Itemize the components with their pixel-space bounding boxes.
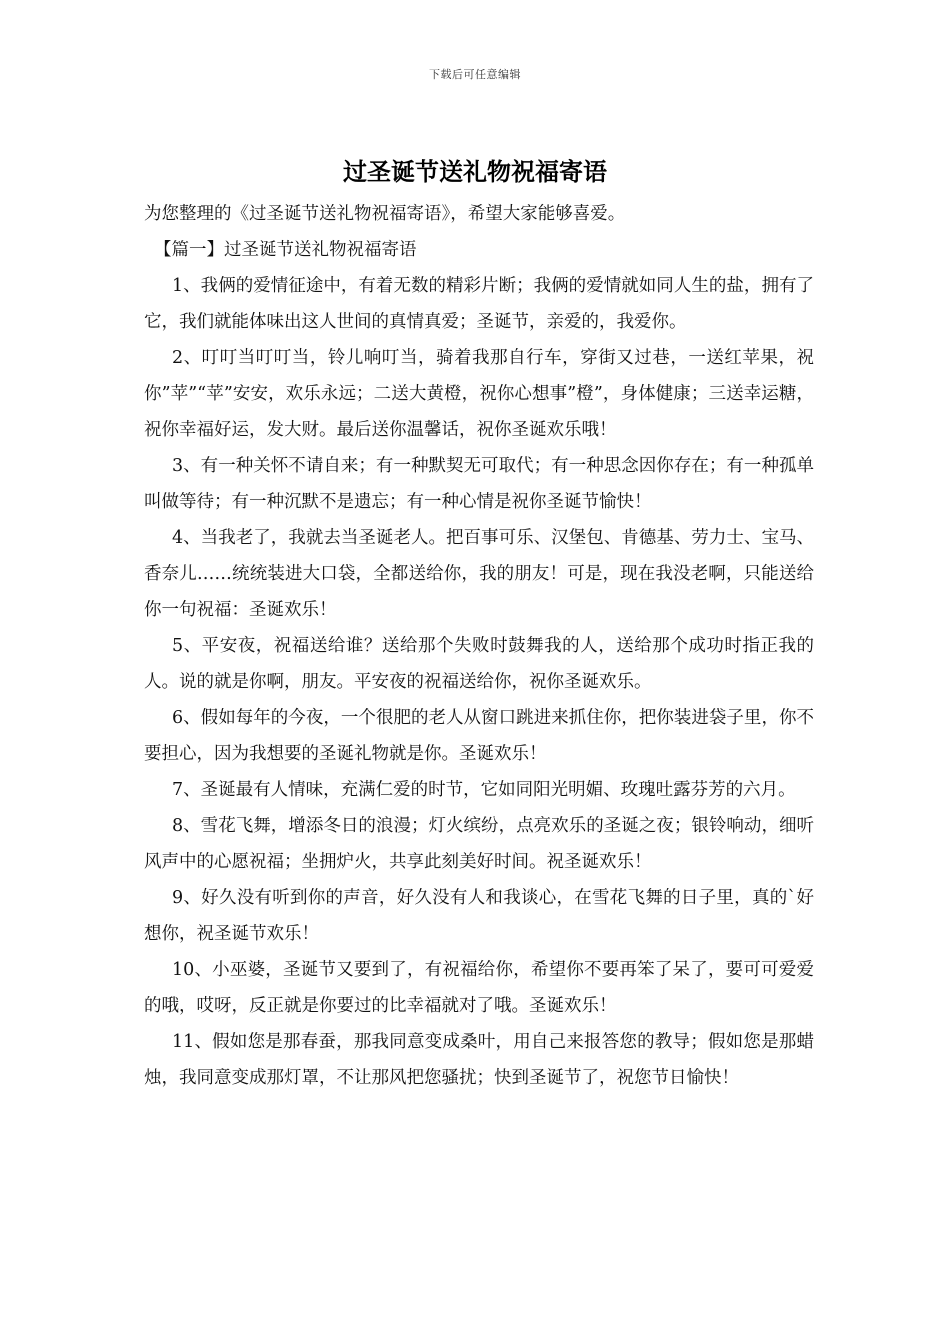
- blessing-item-11: 11、假如您是那春蚕，那我同意变成桑叶，用自己来报答您的教导；假如您是那蜡烛，我同意变成那灯罩，不让那风把您骚扰；快到圣诞节了，祝您节日愉快！: [144, 1032, 814, 1088]
- blessing-item-5: 5、平安夜，祝福送给谁？送给那个失败时鼓舞我的人，送给那个成功时指正我的人。说的就是你啊，朋友。平安夜的祝福送给你，祝你圣诞欢乐。: [144, 636, 814, 692]
- document-title: 过圣诞节送礼物祝福寄语: [343, 157, 607, 186]
- blessing-item-9: 9、好久没有听到你的声音，好久没有人和我谈心，在雪花飞舞的日子里，真的`好想你，祝圣诞节欢乐！: [144, 888, 814, 944]
- header-note: 下载后可任意编辑: [429, 68, 521, 81]
- blessing-item-4: 4、当我老了，我就去当圣诞老人。把百事可乐、汉堡包、肯德基、劳力士、宝马、香奈儿……统统装进大口袋，全都送给你，我的朋友！可是，现在我没老啊，只能送给你一句祝福：圣诞欢乐！: [144, 528, 814, 620]
- blessing-item-6: 6、假如每年的今夜，一个很肥的老人从窗口跳进来抓住你，把你装进袋子里，你不要担心，因为我想要的圣诞礼物就是你。圣诞欢乐！: [144, 708, 814, 764]
- document-body: [144, 196, 814, 1096]
- section-heading: 【篇一】过圣诞节送礼物祝福寄语: [154, 240, 417, 260]
- blessing-item-10: 10、小巫婆，圣诞节又要到了，有祝福给你，希望你不要再笨了呆了，要可可爱爱的哦，哎呀，反正就是你要过的比幸福就对了哦。圣诞欢乐！: [144, 960, 814, 1016]
- blessing-item-7: 7、圣诞最有人情味，充满仁爱的时节，它如同阳光明媚、玫瑰吐露芬芳的六月。: [172, 780, 796, 800]
- blessing-item-8: 8、雪花飞舞，增添冬日的浪漫；灯火缤纷，点亮欢乐的圣诞之夜；银铃响动，细听风声中的心愿祝福；坐拥炉火，共享此刻美好时间。祝圣诞欢乐！: [144, 816, 814, 872]
- blessing-item-2: 2、叮叮当叮叮当，铃儿响叮当，骑着我那自行车，穿街又过巷，一送红苹果，祝你”苹”“苹”安安，欢乐永远；二送大黄橙，祝你心想事”橙”，身体健康；三送幸运糖，祝你幸福好运，发大财。最后送你温馨话，祝你圣诞欢乐哦！: [144, 348, 814, 440]
- blessing-item-3: 3、有一种关怀不请自来；有一种默契无可取代；有一种思念因你存在；有一种孤单叫做等待；有一种沉默不是遗忘；有一种心情是祝你圣诞节愉快！: [144, 456, 814, 512]
- blessing-item-1: 1、我俩的爱情征途中，有着无数的精彩片断；我俩的爱情就如同人生的盐，拥有了它，我们就能体味出这人世间的真情真爱；圣诞节，亲爱的，我爱你。: [144, 276, 814, 332]
- intro-paragraph: 为您整理的《过圣诞节送礼物祝福寄语》，希望大家能够喜爱。: [144, 204, 626, 224]
